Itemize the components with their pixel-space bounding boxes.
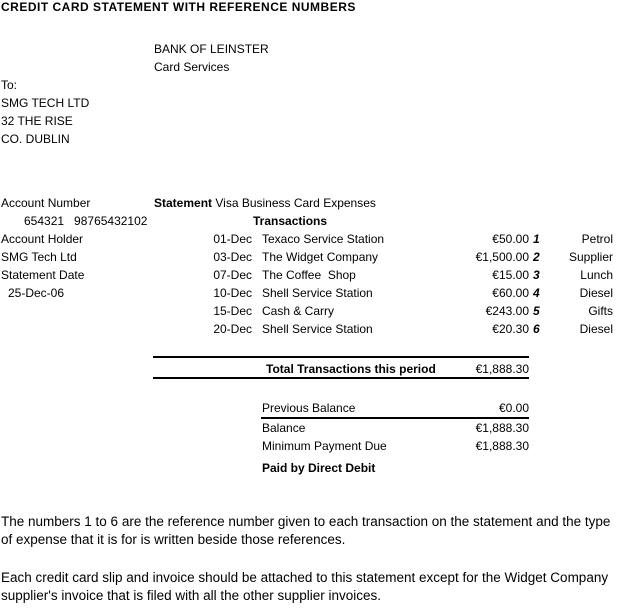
transaction-amount: €50.00 [492,232,529,246]
transaction-merchant: The Coffee Shop [262,268,356,282]
page-title: CREDIT CARD STATEMENT WITH REFERENCE NUMBERS [1,0,356,14]
total-label: Total Transactions this period [266,362,436,376]
payment-method: Paid by Direct Debit [262,461,376,475]
transaction-merchant: Shell Service Station [262,286,373,300]
transaction-ref: 3 [533,268,540,282]
note-paragraph: The numbers 1 to 6 are the reference number given to each transaction on the statement and the type of expense that it is for is written beside those references. [1,514,611,547]
previous-balance-label: Previous Balance [262,401,356,415]
transactions-heading: Transactions [253,214,328,228]
transaction-merchant: Texaco Service Station [262,232,385,246]
transaction-amount: €60.00 [492,286,529,300]
transaction-date: 20-Dec [213,322,252,336]
recipient-line: CO. DUBLIN [1,132,70,146]
transaction-type: Diesel [579,322,613,336]
transaction-type: Gifts [588,304,613,318]
statement-label: Statement [154,196,213,210]
divider-line [153,377,529,379]
account-holder-label: Account Holder [1,232,84,246]
bank-name: BANK OF LEINSTER [154,42,269,56]
transaction-type: Diesel [579,286,613,300]
account-number-label: Account Number [1,196,91,210]
transaction-ref: 1 [533,232,540,246]
statement-header [154,196,376,210]
transaction-date: 07-Dec [213,268,252,282]
recipient-line: SMG TECH LTD [1,96,90,110]
transaction-ref: 2 [533,250,540,264]
statement-description: Visa Business Card Expenses [215,196,376,210]
statement-date-label: Statement Date [1,268,85,282]
transaction-merchant: The Widget Company [262,250,379,264]
account-number-value: 654321 98765432102 [24,214,148,228]
transaction-ref: 6 [533,322,540,336]
statement-date-value: 25-Dec-06 [8,286,65,300]
transaction-merchant: Cash & Carry [262,304,335,318]
balance-label: Balance [262,421,306,435]
recipient-line: 32 THE RISE [1,114,73,128]
transaction-amount: €1,500.00 [475,250,529,264]
transaction-type: Lunch [580,268,613,282]
min-payment-value: €1,888.30 [475,439,529,453]
transaction-ref: 5 [533,304,540,318]
balance-value: €1,888.30 [475,421,529,435]
total-value: €1,888.30 [475,362,529,376]
transaction-ref: 4 [533,286,540,300]
bank-department: Card Services [154,60,230,74]
divider-line [261,417,529,419]
note-paragraph: Each credit card slip and invoice should be attached to this statement except for the Widget Company supplier's invoice that is filed with all the other supplier invoices. [1,570,609,603]
previous-balance-value: €0.00 [498,401,529,415]
transaction-date: 01-Dec [213,232,252,246]
transaction-type: Petrol [581,232,613,246]
divider-line [153,356,529,358]
transaction-amount: €15.00 [492,268,529,282]
transaction-type: Supplier [568,250,613,264]
recipient-label: To: [1,78,18,92]
min-payment-label: Minimum Payment Due [262,439,387,453]
transaction-amount: €243.00 [485,304,529,318]
transaction-merchant: Shell Service Station [262,322,373,336]
account-holder-value: SMG Tech Ltd [1,250,77,264]
transaction-date: 15-Dec [213,304,252,318]
transaction-date: 03-Dec [213,250,252,264]
transaction-date: 10-Dec [213,286,252,300]
transaction-amount: €20.30 [492,322,529,336]
